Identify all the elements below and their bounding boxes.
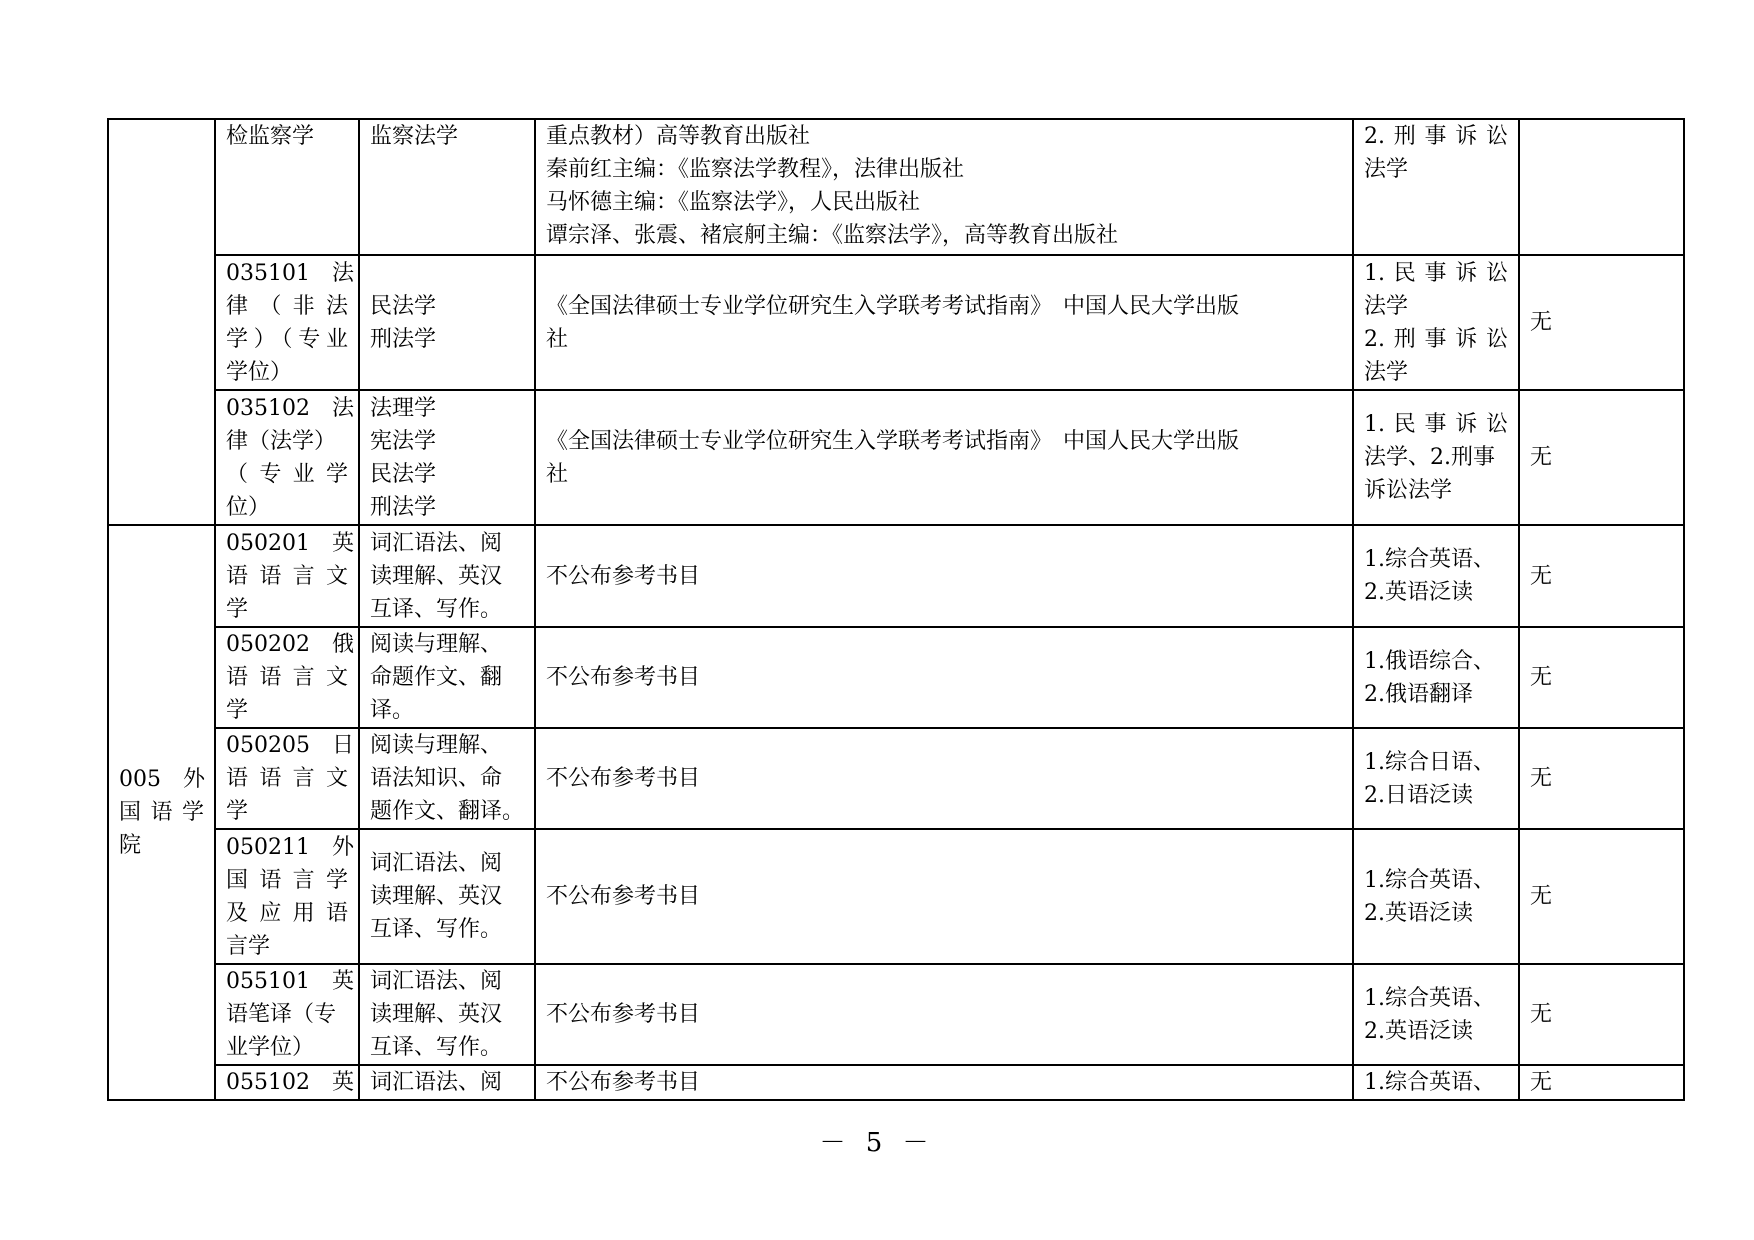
page-number: － 5 － [819, 1128, 935, 1158]
subject-cell: 民法学 刑法学 [359, 255, 535, 390]
table-row [108, 964, 1684, 1065]
table-row [108, 390, 1684, 525]
retest-subject-cell: 2.刑事诉讼 法学 [1353, 119, 1519, 255]
reference-books-cell: 不公布参考书目 [535, 627, 1353, 728]
extra-cell: 无 [1519, 829, 1684, 964]
extra-cell: 无 [1519, 390, 1684, 525]
retest-subject-cell: 1.民事诉讼 法学、2.刑事 诉讼法学 [1353, 390, 1519, 525]
major-cell: 050205 日 语语言文 学 [215, 728, 359, 829]
extra-cell [1519, 119, 1684, 255]
retest-subject-cell: 1.综合日语、 2.日语泛读 [1353, 728, 1519, 829]
reference-books-cell: 《全国法律硕士专业学位研究生入学联考考试指南》 中国人民大学出版 社 [535, 255, 1353, 390]
table-row [108, 1065, 1684, 1100]
subject-cell: 法理学 宪法学 民法学 刑法学 [359, 390, 535, 525]
major-cell: 035102 法 律（法学） （专业学 位） [215, 390, 359, 525]
department-cell: 005 外 国语学 院 [108, 525, 215, 1100]
extra-cell: 无 [1519, 525, 1684, 627]
course-reference-table [107, 118, 1685, 1101]
reference-books-cell: 不公布参考书目 [535, 964, 1353, 1065]
subject-cell: 监察法学 [359, 119, 535, 255]
retest-subject-cell: 1.民事诉讼 法学 2.刑事诉讼 法学 [1353, 255, 1519, 390]
major-cell: 055102 英 [215, 1065, 359, 1100]
subject-cell: 阅读与理解、 命题作文、翻 译。 [359, 627, 535, 728]
major-cell: 050201 英 语语言文 学 [215, 525, 359, 627]
extra-cell: 无 [1519, 964, 1684, 1065]
major-cell: 050202 俄 语语言文 学 [215, 627, 359, 728]
subject-cell: 词汇语法、阅 读理解、英汉 互译、写作。 [359, 829, 535, 964]
table-row [108, 627, 1684, 728]
subject-cell: 词汇语法、阅 [359, 1065, 535, 1100]
table-row [108, 119, 1684, 255]
extra-cell: 无 [1519, 1065, 1684, 1100]
table-row [108, 255, 1684, 390]
table-row [108, 829, 1684, 964]
retest-subject-cell: 1.俄语综合、 2.俄语翻译 [1353, 627, 1519, 728]
retest-subject-cell: 1.综合英语、 2.英语泛读 [1353, 829, 1519, 964]
extra-cell: 无 [1519, 255, 1684, 390]
reference-books-cell: 《全国法律硕士专业学位研究生入学联考考试指南》 中国人民大学出版 社 [535, 390, 1353, 525]
major-cell: 050211 外 国语言学 及应用语 言学 [215, 829, 359, 964]
table-row [108, 728, 1684, 829]
reference-books-cell: 不公布参考书目 [535, 829, 1353, 964]
reference-books-cell: 不公布参考书目 [535, 1065, 1353, 1100]
major-cell: 检监察学 [215, 119, 359, 255]
extra-cell: 无 [1519, 627, 1684, 728]
retest-subject-cell: 1.综合英语、 [1353, 1065, 1519, 1100]
table-row [108, 525, 1684, 627]
retest-subject-cell: 1.综合英语、 2.英语泛读 [1353, 964, 1519, 1065]
subject-cell: 词汇语法、阅 读理解、英汉 互译、写作。 [359, 964, 535, 1065]
reference-books-cell: 不公布参考书目 [535, 525, 1353, 627]
subject-cell: 阅读与理解、 语法知识、命 题作文、翻译。 [359, 728, 535, 829]
retest-subject-cell: 1.综合英语、 2.英语泛读 [1353, 525, 1519, 627]
department-cell [108, 119, 215, 525]
reference-books-cell: 不公布参考书目 [535, 728, 1353, 829]
major-cell: 035101 法 律（非法 学）（专业 学位） [215, 255, 359, 390]
reference-books-cell: 重点教材）高等教育出版社 秦前红主编：《监察法学教程》，法律出版社 马怀德主编：《监察法学》，人民出版社 谭宗泽、张震、褚宸舸主编：《监察法学》，高等教育出版社 [535, 119, 1353, 255]
extra-cell: 无 [1519, 728, 1684, 829]
subject-cell: 词汇语法、阅 读理解、英汉 互译、写作。 [359, 525, 535, 627]
major-cell: 055101 英 语笔译（专 业学位） [215, 964, 359, 1065]
